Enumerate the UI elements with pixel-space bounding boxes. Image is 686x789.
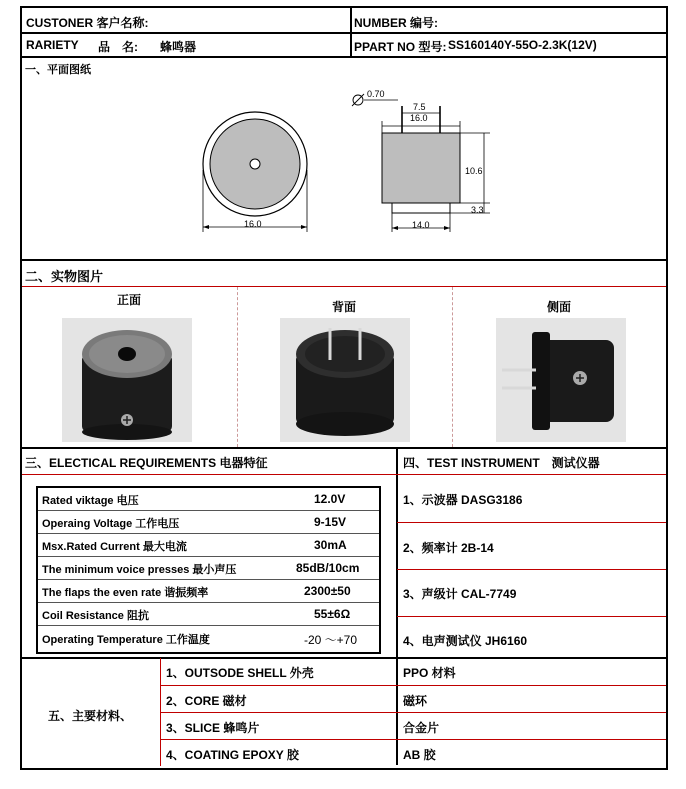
instrument-item: 4、电声测试仪 JH6160	[403, 634, 528, 648]
spec-label: Operating Temperature 工作温度	[42, 634, 210, 646]
divider	[22, 657, 666, 659]
dim-pin-pitch: 7.5	[413, 102, 426, 112]
dim-base-height: 3.3	[471, 205, 484, 215]
divider	[161, 685, 666, 686]
view-label-front: 正面	[117, 293, 142, 307]
divider	[397, 569, 666, 570]
view-label-back: 背面	[332, 300, 357, 314]
spec-label: The flaps the even rate 谐振频率	[42, 587, 209, 599]
divider	[22, 286, 666, 287]
side-base	[392, 203, 450, 213]
spec-value: -20 ～+70	[304, 633, 358, 647]
product-name-value: 蜂鸣器	[160, 40, 197, 54]
photo-side	[496, 318, 626, 442]
spec-value: 85dB/10cm	[296, 561, 360, 575]
divider	[397, 522, 666, 523]
spec-value: 55±6Ω	[314, 607, 351, 621]
spec-value: 12.0V	[314, 492, 346, 506]
spec-label: Coil Resistance 阻抗	[42, 610, 149, 622]
divider	[22, 447, 666, 449]
number-label: NUMBER 编号:	[354, 16, 438, 30]
section4-title: 四、TEST INSTRUMENT 测试仪器	[403, 456, 600, 470]
divider	[22, 474, 666, 475]
divider	[237, 287, 238, 447]
spec-row	[38, 603, 379, 624]
section3-title: 三、ELECTICAL REQUIREMENTS 电器特征	[25, 456, 268, 470]
spec-row	[38, 627, 379, 648]
spec-row	[38, 580, 379, 601]
material-value: AB 胶	[403, 748, 436, 762]
photo-back	[280, 318, 410, 442]
section5-title: 五、主要材料、	[48, 709, 133, 723]
divider	[350, 8, 352, 56]
divider	[396, 447, 398, 765]
material-part: 1、OUTSODE SHELL 外壳	[166, 666, 314, 680]
dim-front-diameter: 16.0	[244, 219, 262, 229]
section1-title: 一、平面图纸	[25, 64, 91, 76]
divider	[22, 32, 666, 34]
spec-value: 30mA	[314, 538, 347, 552]
sound-hole	[250, 159, 260, 169]
electrical-spec-table	[36, 486, 381, 654]
spec-label: The minimum voice presses 最小声压	[42, 564, 237, 576]
spec-row	[38, 511, 379, 532]
divider	[161, 739, 666, 740]
divider	[397, 616, 666, 617]
spec-row	[38, 534, 379, 555]
instrument-item: 2、频率计 2B-14	[403, 541, 494, 555]
divider	[161, 712, 666, 713]
material-value: PPO 材料	[403, 666, 456, 680]
material-part: 3、SLICE 蜂鸣片	[166, 721, 260, 735]
spec-value: 2300±50	[304, 584, 351, 598]
material-value: 合金片	[403, 721, 440, 735]
section2-title: 二、实物图片	[25, 269, 104, 284]
part-no-label: PPART NO 型号:	[354, 40, 447, 54]
material-value: 磁环	[403, 694, 428, 708]
dim-top-width: 16.0	[410, 113, 428, 123]
divider	[452, 287, 453, 447]
variety-label: RARIETY	[26, 38, 79, 52]
instrument-item: 3、声级计 CAL-7749	[403, 587, 517, 601]
material-part: 2、CORE 磁材	[166, 694, 247, 708]
product-name-label: 品 名:	[98, 40, 138, 54]
spec-label: Msx.Rated Current 最大电流	[42, 541, 187, 553]
technical-drawing	[22, 66, 666, 258]
spec-sheet	[20, 6, 668, 770]
spec-row	[38, 488, 379, 509]
dim-body-height: 10.6	[465, 166, 483, 176]
view-label-side: 侧面	[547, 300, 572, 314]
spec-label: Operaing Voltage 工作电压	[42, 518, 180, 530]
instrument-item: 1、示波器 DASG3186	[403, 493, 523, 507]
part-no-value: SS160140Y-55O-2.3K(12V)	[448, 38, 597, 52]
spec-row	[38, 557, 379, 578]
material-part: 4、COATING EPOXY 胶	[166, 748, 299, 762]
spec-label: Rated viktage 电压	[42, 495, 139, 507]
divider	[22, 259, 666, 261]
side-body	[382, 133, 460, 203]
dim-pin-diameter: 0.70	[367, 89, 385, 99]
divider	[22, 56, 666, 58]
spec-value: 9-15V	[314, 515, 347, 529]
customer-label: CUSTONER 客户名称:	[26, 16, 149, 30]
photo-front	[62, 318, 192, 442]
dim-base-width: 14.0	[412, 220, 430, 230]
